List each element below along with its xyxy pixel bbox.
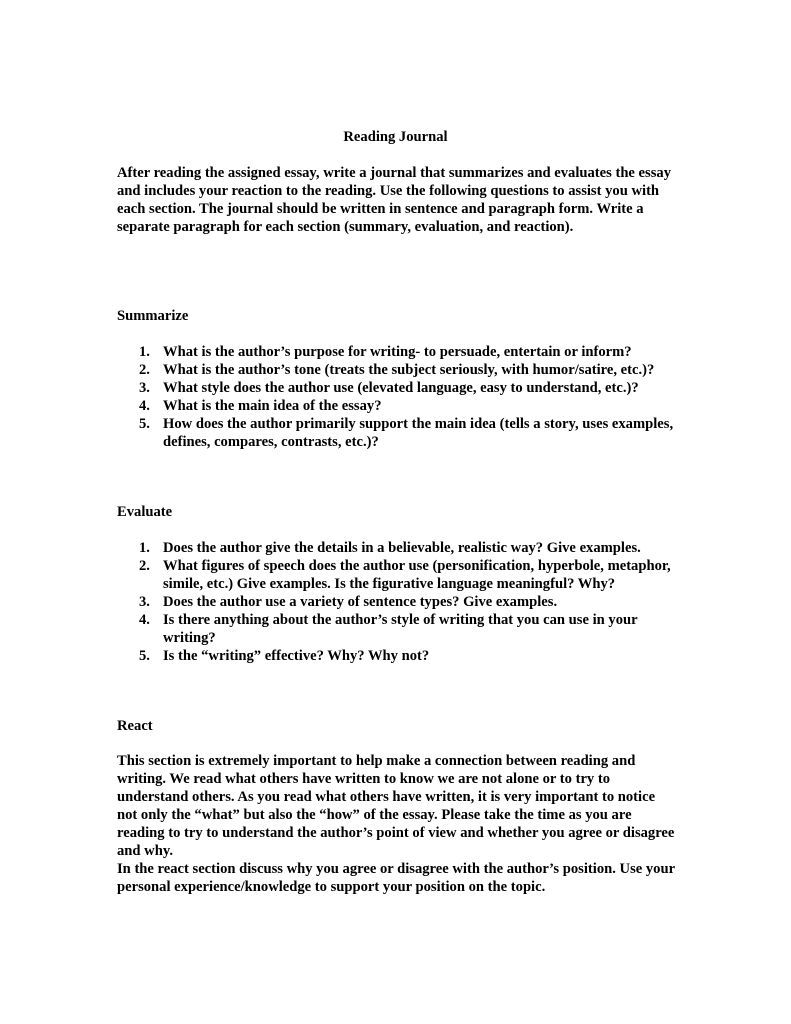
list-number: 2. xyxy=(139,362,150,378)
list-item-text: Is the “writing” effective? Why? Why not? xyxy=(163,648,430,664)
list-item xyxy=(117,415,677,451)
list-item-text: What is the author’s tone (treats the subject seriously, with humor/satire, etc.)? xyxy=(163,362,655,378)
page-title: Reading Journal xyxy=(343,129,448,145)
intro-paragraph: After reading the assigned essay, write a journal that summarizes and evaluates the essay and includes your reaction to the reading. Use the following questions to assist you with each section. The journal should be written in sentence and paragraph form. Write a separate paragraph for each section (summary, evaluation, and reaction). xyxy=(117,165,671,235)
evaluate-question-list xyxy=(117,539,677,665)
list-number: 4. xyxy=(139,398,150,414)
list-item xyxy=(117,379,677,397)
react-instructions-paragraph: In the react section discuss why you agree or disagree with the author’s position. Use your personal experience/knowledge to support your position on the topic. xyxy=(117,861,675,895)
evaluate-heading: Evaluate xyxy=(117,504,173,520)
list-item xyxy=(117,343,677,361)
list-item xyxy=(117,361,677,379)
list-item-text: What figures of speech does the author use (personification, hyperbole, metaphor, simile, etc.) Give examples. Is the figurative language meaningful? Why? xyxy=(163,558,671,592)
list-item xyxy=(117,611,677,647)
summarize-question-list xyxy=(117,343,677,451)
list-item-text: What is the author’s purpose for writing- to persuade, entertain or inform? xyxy=(163,344,632,360)
list-number: 3. xyxy=(139,380,150,396)
list-item xyxy=(117,557,677,593)
list-number: 1. xyxy=(139,344,150,360)
list-item-text: What style does the author use (elevated language, easy to understand, etc.)? xyxy=(163,380,639,396)
list-item xyxy=(117,647,677,665)
list-item-text: Does the author use a variety of sentence types? Give examples. xyxy=(163,594,558,610)
list-item xyxy=(117,397,677,415)
list-number: 5. xyxy=(139,416,150,432)
list-number: 4. xyxy=(139,612,150,628)
list-item xyxy=(117,593,677,611)
list-item-text: What is the main idea of the essay? xyxy=(163,398,382,414)
react-heading: React xyxy=(117,718,153,734)
list-number: 5. xyxy=(139,648,150,664)
react-paragraph: This section is extremely important to help make a connection between reading and writing. We read what others have written to know we are not alone or to try to understand others. As you read what others have written, it is very important to notice not only the “what” but also the “how” of the essay. Please take the time as you are reading to try to understand the author’s point of view and whether you agree or disagree and why. xyxy=(117,753,675,859)
list-item-text: Does the author give the details in a believable, realistic way? Give examples. xyxy=(163,540,641,556)
list-number: 3. xyxy=(139,594,150,610)
list-item-text: Is there anything about the author’s style of writing that you can use in your writing? xyxy=(163,612,638,646)
summarize-heading: Summarize xyxy=(117,308,189,324)
list-item xyxy=(117,539,677,557)
list-number: 1. xyxy=(139,540,150,556)
list-item-text: How does the author primarily support the main idea (tells a story, uses examples, defines, compares, contrasts, etc.)? xyxy=(163,416,674,450)
list-number: 2. xyxy=(139,558,150,574)
